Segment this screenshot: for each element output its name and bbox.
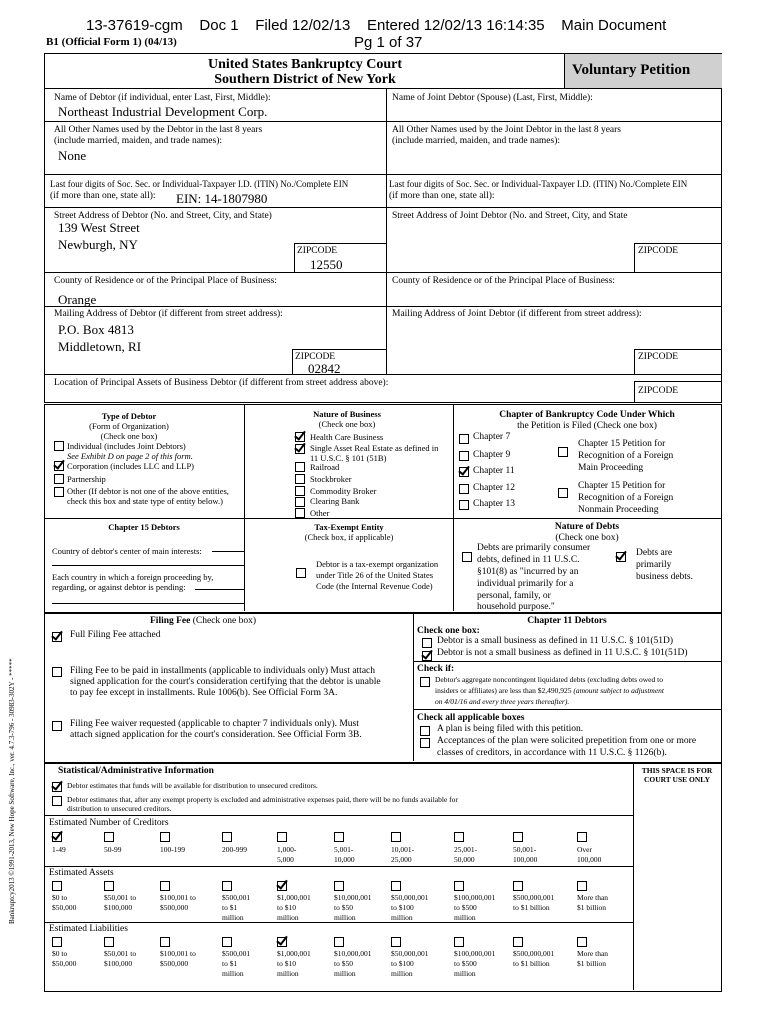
assets-option-label: $500,000 xyxy=(160,903,189,912)
location-zip-label: ZIPCODE xyxy=(638,386,679,396)
debts-title: Nature of Debts xyxy=(554,522,620,532)
chapter-15-nonmain-3: Nonmain Proceeding xyxy=(578,505,659,515)
chapter-15-main-1: Chapter 15 Petition for xyxy=(578,439,666,449)
debts-consumer-checkbox[interactable] xyxy=(462,552,472,562)
assets-option-checkbox[interactable] xyxy=(577,881,587,891)
liabilities-option-label: to $1 xyxy=(222,959,238,968)
joint-street-label: Street Address of Joint Debtor (No. and Street, City, and State xyxy=(392,211,628,221)
debts-business-3: business debts. xyxy=(636,572,693,582)
type-corporation-label: Corporation (includes LLC and LLP) xyxy=(67,461,195,471)
ch15-title: Chapter 15 Debtors xyxy=(108,522,180,532)
nature-title: Nature of Business xyxy=(313,409,381,419)
chapter-13-label: Chapter 13 xyxy=(473,499,515,509)
county-value: Orange xyxy=(58,292,97,307)
assets-option-checkbox[interactable] xyxy=(222,881,232,891)
court-use-1: THIS SPACE IS FOR xyxy=(641,766,713,775)
ch11-plan-checkbox[interactable] xyxy=(420,726,430,736)
nature-stockbroker-checkbox[interactable] xyxy=(295,474,305,484)
creditors-option-label: 1-49 xyxy=(52,845,66,854)
chapter-7-checkbox[interactable] xyxy=(459,434,469,444)
creditors-option-label: 100,000 xyxy=(513,855,538,864)
petition-title: Voluntary Petition xyxy=(572,62,691,78)
fee-title-sub: (Check one box) xyxy=(190,616,257,626)
ssn-label-2: (if more than one, state all): xyxy=(50,191,156,201)
court-name: United States Bankruptcy Court xyxy=(207,57,403,72)
nature-other-checkbox[interactable] xyxy=(295,508,305,518)
liabilities-option-label: $500,000,001 xyxy=(513,949,555,958)
liabilities-option-checkbox[interactable] xyxy=(577,937,587,947)
liabilities-option-label: $50,001 to xyxy=(104,949,137,958)
street-line-2: Newburgh, NY xyxy=(58,237,138,252)
assets-option-label: More than xyxy=(577,893,609,902)
assets-option-label: $500,001 xyxy=(222,893,251,902)
assets-option-checkbox[interactable] xyxy=(334,881,344,891)
type-sub2: (Check one box) xyxy=(100,431,158,441)
type-individual-checkbox[interactable] xyxy=(54,441,64,451)
nature-real-estate-checkbox[interactable] xyxy=(295,444,305,454)
chapter-15-main-3: Main Proceeding xyxy=(578,463,644,473)
nature-clearing-checkbox[interactable] xyxy=(295,497,305,507)
mailing-line-1: P.O. Box 4813 xyxy=(58,322,134,337)
assets-option-label: $100,001 to xyxy=(160,893,196,902)
assets-option-checkbox[interactable] xyxy=(160,881,170,891)
chapter-12-label: Chapter 12 xyxy=(473,483,515,493)
assets-option-label: to $1 xyxy=(222,903,238,912)
assets-option-label: $500,000,001 xyxy=(513,893,555,902)
creditors-option-checkbox[interactable] xyxy=(277,832,287,842)
nature-railroad-label: Railroad xyxy=(310,462,340,472)
chapter-11-checkbox[interactable] xyxy=(459,467,469,477)
type-partnership-checkbox[interactable] xyxy=(54,474,64,484)
ch15-foreign-label-2: regarding, or against debtor is pending: xyxy=(52,582,186,592)
ch11-aggregate-2a: insiders or affiliates) are less than $2,490,925 xyxy=(435,686,572,695)
assets-option-label: to $100 xyxy=(391,903,414,912)
stat-no-funds-1: Debtor estimates that, after any exempt property is excluded and administrative expenses paid, there will be no funds available for xyxy=(67,795,458,804)
liabilities-option-label: $1,000,001 xyxy=(277,949,311,958)
debts-business-1: Debts are xyxy=(636,548,673,558)
joint-mailing-label: Mailing Address of Joint Debtor (if different from street address): xyxy=(392,309,642,319)
liabilities-option-checkbox[interactable] xyxy=(222,937,232,947)
debts-consumer-2: debts, defined in 11 U.S.C. xyxy=(477,555,580,565)
ch11-aggregate-checkbox[interactable] xyxy=(420,677,430,687)
liabilities-option-label: to $100 xyxy=(391,959,414,968)
form-id: B1 (Official Form 1) (04/13) xyxy=(46,36,177,48)
chapter-11-label: Chapter 11 xyxy=(473,466,515,476)
assets-option-label: million xyxy=(222,913,244,922)
tax-exempt-title: Tax-Exempt Entity xyxy=(314,522,384,532)
court-district: Southern District of New York xyxy=(214,72,396,87)
chapter-15-nonmain-checkbox[interactable] xyxy=(558,488,568,498)
liabilities-option-label: to $1 billion xyxy=(513,959,550,968)
creditors-option-label: 10,000 xyxy=(334,855,355,864)
type-individual-note: See Exhibit D on page 2 of this form. xyxy=(67,451,193,461)
creditors-option-checkbox[interactable] xyxy=(104,832,114,842)
tax-exempt-sub: (Check box, if applicable) xyxy=(304,532,394,542)
creditors-option-label: Over xyxy=(577,845,592,854)
liabilities-option-label: to $500 xyxy=(454,959,477,968)
creditors-option-label: 50,001- xyxy=(513,845,537,854)
assets-option-label: million xyxy=(391,913,413,922)
nature-real-estate-note: 11 U.S.C. § 101 (51B) xyxy=(310,453,387,463)
joint-other-names-label-2: (include married, maiden, and trade names): xyxy=(392,136,561,146)
ch11-acceptances-checkbox[interactable] xyxy=(420,738,430,748)
type-individual-label: Individual (includes Joint Debtors) xyxy=(67,441,186,451)
liabilities-option-checkbox[interactable] xyxy=(391,937,401,947)
creditors-label: Estimated Number of Creditors xyxy=(49,818,169,828)
type-other-label: Other (If debtor is not one of the above entities, xyxy=(67,486,229,496)
assets-option-label: million xyxy=(334,913,356,922)
court-use-2: COURT USE ONLY xyxy=(643,775,710,784)
creditors-option-checkbox[interactable] xyxy=(334,832,344,842)
chapter-15-nonmain-2: Recognition of a Foreign xyxy=(578,493,674,503)
debtor-name-label: Name of Debtor (if individual, enter Last, First, Middle): xyxy=(54,93,271,103)
assets-option-label: $100,000,001 xyxy=(454,893,496,902)
tax-exempt-checkbox[interactable] xyxy=(296,568,306,578)
creditors-option-checkbox[interactable] xyxy=(160,832,170,842)
debts-sub: (Check one box) xyxy=(555,533,619,543)
creditors-option-label: 50-99 xyxy=(104,845,122,854)
creditors-option-label: 200-999 xyxy=(222,845,247,854)
tax-exempt-text-3: Code (the Internal Revenue Code) xyxy=(316,581,433,591)
street-label: Street Address of Debtor (No. and Street, City, and State) xyxy=(54,211,272,221)
ch15-foreign-label: Each country in which a foreign proceeding by, xyxy=(52,572,214,582)
liabilities-option-label: $500,001 xyxy=(222,949,251,958)
debts-consumer-5: personal, family, or xyxy=(477,591,551,601)
debts-business-2: primarily xyxy=(636,560,672,570)
ch11-not-small-business-label: Debtor is not a small business as defined in 11 U.S.C. § 101(51D) xyxy=(437,648,688,658)
ch11-acceptances-1: Acceptances of the plan were solicited prepetition from one or more xyxy=(437,736,697,746)
stat-title: Statistical/Administrative Information xyxy=(58,766,214,776)
fee-installments-1: Filing Fee to be paid in installments (applicable to individuals only) Must attach xyxy=(70,666,376,676)
liabilities-option-label: $10,000,001 xyxy=(334,949,372,958)
chapter-13-checkbox[interactable] xyxy=(459,500,469,510)
assets-option-label: $10,000,001 xyxy=(334,893,372,902)
assets-option-label: $1 billion xyxy=(577,903,606,912)
type-partnership-label: Partnership xyxy=(67,474,106,484)
assets-option-label: $50,000 xyxy=(52,903,77,912)
stat-funds-available-label: Debtor estimates that funds will be available for distribution to unsecured creditors. xyxy=(67,781,318,790)
joint-zip-label: ZIPCODE xyxy=(638,246,679,256)
chapter-title-2: the Petition is Filed (Check one box) xyxy=(517,421,657,431)
fee-waiver-checkbox[interactable] xyxy=(52,721,62,731)
creditors-option-checkbox[interactable] xyxy=(513,832,523,842)
assets-option-checkbox[interactable] xyxy=(104,881,114,891)
fee-waiver-1: Filing Fee waiver requested (applicable to chapter 7 individuals only). Must xyxy=(70,719,359,729)
liabilities-option-checkbox[interactable] xyxy=(454,937,464,947)
fee-title-bold: Filing Fee xyxy=(150,616,191,626)
mailing-zip-label: ZIPCODE xyxy=(295,352,336,362)
nature-clearing-label: Clearing Bank xyxy=(310,496,360,506)
ch11-small-business-label: Debtor is a small business as defined in 11 U.S.C. § 101(51D) xyxy=(437,636,674,646)
assets-option-checkbox[interactable] xyxy=(513,881,523,891)
ein-value: EIN: 14-1807980 xyxy=(176,191,268,206)
chapter-title-1: Chapter of Bankruptcy Code Under Which xyxy=(499,410,675,420)
liabilities-option-label: $100,000,001 xyxy=(454,949,496,958)
assets-option-label: to $500 xyxy=(454,903,477,912)
fee-installments-2: signed application for the court's consideration certifying that the debtor is unable xyxy=(70,677,381,687)
assets-option-label: to $50 xyxy=(334,903,353,912)
nature-sub: (Check one box) xyxy=(318,419,376,429)
ch11-title: Chapter 11 Debtors xyxy=(527,616,607,626)
liabilities-option-checkbox[interactable] xyxy=(160,937,170,947)
type-other-note: check this box and state type of entity below.) xyxy=(67,496,223,506)
joint-name-label: Name of Joint Debtor (Spouse) (Last, First, Middle): xyxy=(392,93,593,103)
creditors-option-label: 50,000 xyxy=(454,855,475,864)
liabilities-option-label: $50,000 xyxy=(52,959,77,968)
creditors-option-label: 5,000 xyxy=(277,855,294,864)
mailing-label: Mailing Address of Debtor (if different from street address): xyxy=(54,309,283,319)
assets-option-checkbox[interactable] xyxy=(391,881,401,891)
debts-consumer-1: Debts are primarily consumer xyxy=(477,543,591,553)
page-number: Pg 1 of 37 xyxy=(354,34,423,51)
other-names-label-2: (include married, maiden, and trade names): xyxy=(54,136,223,146)
creditors-option-label: 10,001- xyxy=(391,845,415,854)
assets-option-label: $100,000 xyxy=(104,903,133,912)
header-line: 13-37619-cgm Doc 1 Filed 12/02/13 Entered 12/02/13 16:14:35 Main Document xyxy=(86,17,667,34)
joint-ssn-label-2: (if more than one, state all): xyxy=(389,191,495,201)
creditors-option-checkbox[interactable] xyxy=(454,832,464,842)
chapter-15-nonmain-1: Chapter 15 Petition for xyxy=(578,481,666,491)
fee-full-checkbox[interactable] xyxy=(52,632,62,642)
assets-option-label: $0 to xyxy=(52,893,68,902)
fee-installments-3: to pay fee except in installments. Rule 1006(b). See Official Form 3A. xyxy=(70,688,338,698)
creditors-option-label: 100-199 xyxy=(160,845,185,854)
stat-funds-available-checkbox[interactable] xyxy=(52,782,62,792)
creditors-option-checkbox[interactable] xyxy=(222,832,232,842)
street-line-1: 139 West Street xyxy=(58,220,140,235)
liabilities-option-label: million xyxy=(334,969,356,978)
nature-commodity-checkbox[interactable] xyxy=(295,486,305,496)
assets-option-checkbox[interactable] xyxy=(52,881,62,891)
type-other-checkbox[interactable] xyxy=(54,487,64,497)
debts-consumer-6: household purpose." xyxy=(477,602,555,612)
liabilities-option-label: $500,000 xyxy=(160,959,189,968)
mailing-zip-value: 02842 xyxy=(308,361,341,376)
liabilities-option-label: $50,000,001 xyxy=(391,949,429,958)
liabilities-option-label: More than xyxy=(577,949,609,958)
tax-exempt-text-1: Debtor is a tax-exempt organization xyxy=(316,559,439,569)
assets-option-label: million xyxy=(277,913,299,922)
joint-other-names-label: All Other Names used by the Joint Debtor in the last 8 years xyxy=(392,125,622,135)
chapter-15-main-checkbox[interactable] xyxy=(558,447,568,457)
tax-exempt-text-2: under Title 26 of the United States xyxy=(316,570,434,580)
ch11-check-one: Check one box: xyxy=(417,626,480,636)
liabilities-option-label: $0 to xyxy=(52,949,68,958)
joint-ssn-label: Last four digits of Soc. Sec. or Individual-Taxpayer I.D. (ITIN) No./Complete EIN xyxy=(389,179,688,189)
liabilities-option-label: to $10 xyxy=(277,959,296,968)
liabilities-option-label: $1 billion xyxy=(577,959,606,968)
creditors-option-checkbox[interactable] xyxy=(577,832,587,842)
nature-health-label: Health Care Business xyxy=(310,432,384,442)
creditors-option-label: 100,000 xyxy=(577,855,602,864)
liabilities-option-label: million xyxy=(277,969,299,978)
creditors-option-checkbox[interactable] xyxy=(52,832,62,842)
joint-mailing-zip-label: ZIPCODE xyxy=(638,352,679,362)
nature-railroad-checkbox[interactable] xyxy=(295,462,305,472)
chapter-7-label: Chapter 7 xyxy=(473,432,511,442)
fee-installments-checkbox[interactable] xyxy=(52,667,62,677)
creditors-option-checkbox[interactable] xyxy=(391,832,401,842)
liabilities-option-checkbox[interactable] xyxy=(334,937,344,947)
stat-no-funds-checkbox[interactable] xyxy=(52,796,62,806)
location-label: Location of Principal Assets of Business Debtor (if different from street address above): xyxy=(54,378,389,388)
creditors-option-label: 25,000 xyxy=(391,855,412,864)
joint-county-label: County of Residence or of the Principal Place of Business: xyxy=(392,276,615,286)
liabilities-option-checkbox[interactable] xyxy=(104,937,114,947)
type-title: Type of Debtor xyxy=(101,411,157,421)
ch11-plan-label: A plan is being filed with this petition. xyxy=(437,724,584,734)
assets-option-label: to $10 xyxy=(277,903,296,912)
liabilities-option-checkbox[interactable] xyxy=(277,937,287,947)
ch11-not-small-business-checkbox[interactable] xyxy=(422,651,432,661)
ssn-label: Last four digits of Soc. Sec. or Individual-Taxpayer I.D. (ITIN) No./Complete EIN xyxy=(50,179,349,189)
other-names-value: None xyxy=(58,148,87,163)
other-names-label: All Other Names used by the Debtor in the last 8 years xyxy=(54,125,263,135)
debts-consumer-4: individual primarily for a xyxy=(477,579,574,589)
liabilities-option-label: $100,001 to xyxy=(160,949,196,958)
chapter-9-label: Chapter 9 xyxy=(473,450,511,460)
creditors-option-label: 5,001- xyxy=(334,845,354,854)
nature-stockbroker-label: Stockbroker xyxy=(310,474,352,484)
ch11-acceptances-2: classes of creditors, in accordance with 11 U.S.C. § 1126(b). xyxy=(437,748,667,758)
liabilities-option-label: $100,000 xyxy=(104,959,133,968)
chapter-9-checkbox[interactable] xyxy=(459,451,469,461)
ch11-check-all: Check all applicable boxes xyxy=(417,713,525,723)
liabilities-option-label: to $50 xyxy=(334,959,353,968)
ch11-check-if: Check if: xyxy=(417,664,455,674)
nature-commodity-label: Commodity Broker xyxy=(310,486,377,496)
creditors-option-label: 25,001- xyxy=(454,845,478,854)
type-sub1: (Form of Organization) xyxy=(89,421,169,431)
fee-waiver-2: attach signed application for the court's consideration. See Official Form 3B. xyxy=(70,730,362,740)
liabilities-option-checkbox[interactable] xyxy=(52,937,62,947)
type-corporation-checkbox[interactable] xyxy=(54,461,64,471)
liabilities-option-label: million xyxy=(222,969,244,978)
ch11-aggregate-2 xyxy=(435,686,664,695)
zip-value: 12550 xyxy=(310,257,343,272)
nature-other-label: Other xyxy=(310,508,330,518)
creditors-option-label: 1,000- xyxy=(277,845,297,854)
zip-label: ZIPCODE xyxy=(297,246,338,256)
fee-full-label: Full Filing Fee attached xyxy=(70,630,161,640)
assets-option-label: $50,000,001 xyxy=(391,893,429,902)
assets-option-label: $1,000,001 xyxy=(277,893,311,902)
ch11-aggregate-3: on 4/01/16 and every three years thereafter). xyxy=(435,697,570,706)
county-label: County of Residence or of the Principal Place of Business: xyxy=(54,276,277,286)
stat-no-funds-2: distribution to unsecured creditors. xyxy=(67,804,172,813)
assets-label: Estimated Assets xyxy=(49,868,114,878)
liabilities-option-label: million xyxy=(454,969,476,978)
mailing-line-2: Middletown, RI xyxy=(58,339,142,354)
assets-option-checkbox[interactable] xyxy=(277,881,287,891)
liabilities-label: Estimated Liabilities xyxy=(49,924,128,934)
ch15-country-label: Country of debtor's center of main interests: xyxy=(52,546,202,556)
chapter-12-checkbox[interactable] xyxy=(459,484,469,494)
ch11-aggregate-2b: (amount subject to adjustment xyxy=(573,686,664,695)
ch11-aggregate-1: Debtor's aggregate noncontingent liquidated debts (excluding debts owed to xyxy=(435,675,663,684)
debts-consumer-3: §101(8) as "incurred by an xyxy=(477,567,579,577)
debtor-name: Northeast Industrial Development Corp. xyxy=(58,104,268,119)
assets-option-checkbox[interactable] xyxy=(454,881,464,891)
assets-option-label: to $1 billion xyxy=(513,903,550,912)
liabilities-option-checkbox[interactable] xyxy=(513,937,523,947)
debts-business-checkbox[interactable] xyxy=(616,552,626,562)
side-credit: Bankruptcy2013 ©1991-2013, New Hope Software, Inc., ver. 4.7.3-796 - 30983-302Y - ***** xyxy=(8,658,16,924)
chapter-15-main-2: Recognition of a Foreign xyxy=(578,451,674,461)
liabilities-option-label: million xyxy=(391,969,413,978)
assets-option-label: $50,001 to xyxy=(104,893,137,902)
nature-real-estate-label: Single Asset Real Estate as defined in xyxy=(310,443,439,453)
fee-title xyxy=(150,616,256,627)
assets-option-label: million xyxy=(454,913,476,922)
